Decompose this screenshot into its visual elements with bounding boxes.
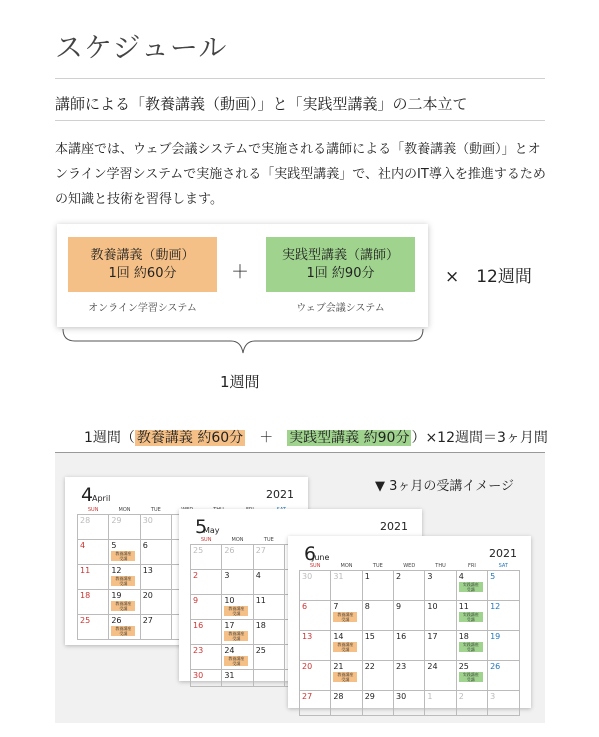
day-cell [456, 631, 487, 661]
day-number: 15 [364, 632, 375, 641]
lecture-tag: 教養講座 受講 [333, 612, 357, 622]
day-cell [488, 661, 519, 691]
day-cell [331, 661, 362, 691]
day-number: 20 [302, 662, 313, 671]
day-cell [456, 691, 487, 716]
page-title: スケジュール [55, 31, 228, 64]
day-number: 18 [458, 632, 469, 641]
day-number: 19 [111, 591, 122, 600]
day-number: 9 [193, 596, 199, 605]
weekday-header: TUE [372, 563, 383, 569]
lecture-tag: 教養講座 受講 [333, 642, 357, 652]
lecture-tag: 教養講座 受講 [333, 672, 357, 682]
day-cell [109, 590, 140, 615]
day-number: 2 [396, 572, 402, 581]
day-cell [222, 595, 253, 620]
day-cell [140, 590, 171, 615]
weekday-header: FRI [467, 563, 476, 569]
weekday-header: MON [118, 507, 131, 513]
day-cell [331, 691, 362, 716]
day-number: 18 [80, 591, 91, 600]
day-cell [362, 661, 393, 691]
day-cell [109, 565, 140, 590]
day-number: 4 [255, 571, 261, 580]
day-cell [253, 645, 284, 670]
practical-lecture-box [266, 237, 415, 292]
formula-plus: ＋ [259, 430, 274, 446]
lecture-tag: 教養講座 受講 [111, 626, 135, 636]
day-cell [140, 540, 171, 565]
day-cell [78, 615, 109, 640]
day-cell [362, 571, 393, 601]
day-cell [191, 645, 222, 670]
day-number: 4 [80, 541, 86, 550]
day-cell [331, 601, 362, 631]
day-number: 19 [490, 632, 501, 641]
day-cell [109, 540, 140, 565]
weekday-header: SUN [309, 563, 321, 569]
lecture-tag: 実践講座 受講 [459, 612, 483, 622]
plus-sign: ＋ [231, 262, 249, 283]
day-number: 30 [142, 516, 153, 525]
day-number: 26 [490, 662, 501, 671]
subtitle-divider [55, 120, 545, 121]
day-number: 13 [142, 566, 153, 575]
day-number: 31 [224, 671, 235, 680]
section-subtitle: 講師による「教養講義（動画）」と「実践型講義」の二本立て [55, 95, 468, 113]
day-cell [253, 595, 284, 620]
weekday-header: WED [403, 563, 416, 569]
lecture-tag: 教養講座 受講 [224, 631, 248, 641]
web-meeting-label: ウェブ会議システム [296, 303, 385, 314]
day-number: 24 [427, 662, 438, 671]
day-cell [140, 515, 171, 540]
week-brace [61, 327, 425, 363]
day-number: 4 [458, 572, 464, 581]
day-number: 29 [111, 516, 122, 525]
day-cell [109, 515, 140, 540]
day-number: 17 [224, 621, 235, 630]
day-cell [222, 620, 253, 645]
day-number: 1 [364, 572, 370, 581]
day-number: 28 [333, 692, 344, 701]
day-number: 3 [224, 571, 230, 580]
weekday-header: THU [435, 563, 446, 569]
day-number: 25 [80, 616, 91, 625]
day-number: 31 [333, 572, 344, 581]
day-cell [191, 545, 222, 570]
title-divider [55, 78, 545, 79]
lecture-tag: 教養講座 受講 [224, 606, 248, 616]
day-cell [394, 691, 425, 716]
day-number: 24 [224, 646, 235, 655]
formula-suffix: ）×12週間＝3ヶ月間 [411, 430, 548, 446]
day-cell [488, 691, 519, 716]
day-number: 16 [396, 632, 407, 641]
twelve-weeks-multiplier: × 12週間 [445, 267, 532, 287]
month-name: April [92, 494, 111, 503]
liberal-lecture-box [68, 237, 217, 292]
month-number: 5 [195, 516, 208, 538]
day-cell [140, 565, 171, 590]
calendar-week [300, 631, 520, 661]
day-cell [253, 545, 284, 570]
day-number: 26 [111, 616, 122, 625]
calendar-week [300, 661, 520, 691]
day-number: 11 [80, 566, 91, 575]
day-cell [362, 601, 393, 631]
day-number: 18 [255, 621, 266, 630]
day-number: 30 [396, 692, 407, 701]
day-number: 11 [255, 596, 266, 605]
weekday-header: SAT [498, 563, 508, 569]
day-number: 6 [142, 541, 148, 550]
liberal-lecture-title: 教養講義（動画） [90, 247, 195, 263]
day-cell [362, 631, 393, 661]
day-number: 30 [302, 572, 313, 581]
day-number: 5 [490, 572, 496, 581]
formula-prefix: 1週間（ [84, 430, 135, 446]
day-cell [456, 661, 487, 691]
day-number: 22 [364, 662, 375, 671]
day-cell [456, 571, 487, 601]
day-cell [488, 601, 519, 631]
day-number: 9 [396, 602, 402, 611]
calendar-week [300, 601, 520, 631]
day-cell [425, 691, 456, 716]
lecture-tag: 教養講座 受講 [111, 551, 135, 561]
lecture-tag: 教養講座 受講 [111, 601, 135, 611]
day-number: 11 [458, 602, 469, 611]
day-cell [456, 601, 487, 631]
day-cell [394, 571, 425, 601]
day-cell [425, 601, 456, 631]
day-cell [78, 540, 109, 565]
day-cell [362, 691, 393, 716]
practical-lecture-detail: 1回 約90分 [306, 265, 375, 281]
day-number: 25 [458, 662, 469, 671]
day-cell [222, 570, 253, 595]
calendar-year: 2021 [489, 547, 517, 560]
calendar-week [300, 571, 520, 601]
day-number: 7 [333, 602, 339, 611]
day-cell [394, 601, 425, 631]
day-number: 21 [333, 662, 344, 671]
intro-text: 本講座では、ウェブ会議システムで実施される講師による「教養講義（動画）」とオンライン学習システムで実施される「実践型講義」で、社内のIT導入を推進するための知識と技術を習得します。 [55, 142, 546, 207]
day-number: 6 [302, 602, 308, 611]
day-number: 3 [427, 572, 433, 581]
lecture-combo-card [57, 224, 428, 327]
day-number: 26 [224, 546, 235, 555]
day-number: 10 [224, 596, 235, 605]
weekday-header: MON [231, 537, 244, 543]
day-number: 25 [255, 646, 266, 655]
day-number: 16 [193, 621, 204, 630]
day-cell [300, 571, 331, 601]
practical-lecture-title: 実践型講義（講師） [281, 247, 399, 263]
day-number: 30 [193, 671, 204, 680]
month-number: 6 [304, 543, 317, 565]
day-cell [78, 590, 109, 615]
day-number: 10 [427, 602, 438, 611]
day-cell [222, 670, 253, 687]
formula-liberal: 教養講義 約60分 [136, 430, 244, 446]
day-number: 20 [142, 591, 153, 600]
day-number: 2 [193, 571, 199, 580]
day-cell [300, 691, 331, 716]
calendar-week [300, 691, 520, 716]
day-cell [425, 661, 456, 691]
day-cell [191, 570, 222, 595]
day-number: 17 [427, 632, 438, 641]
day-number: 3 [490, 692, 496, 701]
day-number: 8 [364, 602, 370, 611]
day-number: 2 [458, 692, 464, 701]
day-cell [78, 515, 109, 540]
month-number: 4 [81, 484, 94, 506]
day-cell [140, 615, 171, 640]
day-number: 27 [302, 692, 313, 701]
liberal-lecture-detail: 1回 約60分 [108, 265, 177, 281]
day-number: 14 [333, 632, 344, 641]
day-cell [253, 670, 284, 687]
day-cell [300, 661, 331, 691]
day-cell [191, 670, 222, 687]
formula-practical: 実践型講義 約90分 [289, 430, 410, 446]
one-week-label: 1週間 [220, 373, 260, 391]
day-cell [331, 631, 362, 661]
calendar-year: 2021 [266, 488, 294, 501]
day-number: 13 [302, 632, 313, 641]
calendar-caption: ▼ 3ヶ月の受講イメージ [375, 479, 515, 494]
day-cell [394, 631, 425, 661]
online-system-label: オンライン学習システム [88, 303, 197, 314]
day-cell [191, 620, 222, 645]
weekday-header: TUE [150, 507, 161, 513]
weekday-header: SUN [200, 537, 212, 543]
day-number: 12 [490, 602, 501, 611]
day-number: 1 [427, 692, 433, 701]
day-cell [300, 601, 331, 631]
day-cell [253, 620, 284, 645]
lecture-tag: 教養講座 受講 [111, 576, 135, 586]
calendar-grid [299, 562, 520, 716]
day-cell [78, 565, 109, 590]
weekday-header: SUN [87, 507, 99, 513]
day-number: 25 [193, 546, 204, 555]
day-number: 23 [396, 662, 407, 671]
weekday-header: MON [340, 563, 353, 569]
day-cell [394, 661, 425, 691]
day-number: 27 [142, 616, 153, 625]
day-number: 12 [111, 566, 122, 575]
lecture-tag: 実践講座 受講 [459, 642, 483, 652]
day-number: 23 [193, 646, 204, 655]
day-cell [191, 595, 222, 620]
day-cell [222, 545, 253, 570]
day-cell [331, 571, 362, 601]
day-number: 27 [255, 546, 266, 555]
day-cell [488, 631, 519, 661]
day-cell [425, 631, 456, 661]
month-name: June [312, 553, 330, 562]
day-cell [300, 631, 331, 661]
day-cell [253, 570, 284, 595]
calendar-year: 2021 [380, 520, 408, 533]
day-cell [109, 615, 140, 640]
day-number: 5 [111, 541, 117, 550]
schedule-formula [84, 427, 548, 447]
day-number: 29 [364, 692, 375, 701]
day-number: 28 [80, 516, 91, 525]
day-cell [222, 645, 253, 670]
month-name: May [203, 526, 220, 535]
weekday-header: TUE [263, 537, 274, 543]
day-cell [425, 571, 456, 601]
lecture-tag: 教養講座 受講 [224, 656, 248, 666]
lecture-tag: 実践講座 受講 [459, 672, 483, 682]
calendar-june [288, 536, 531, 708]
day-cell [488, 571, 519, 601]
lecture-tag: 実践講座 受講 [459, 582, 483, 592]
